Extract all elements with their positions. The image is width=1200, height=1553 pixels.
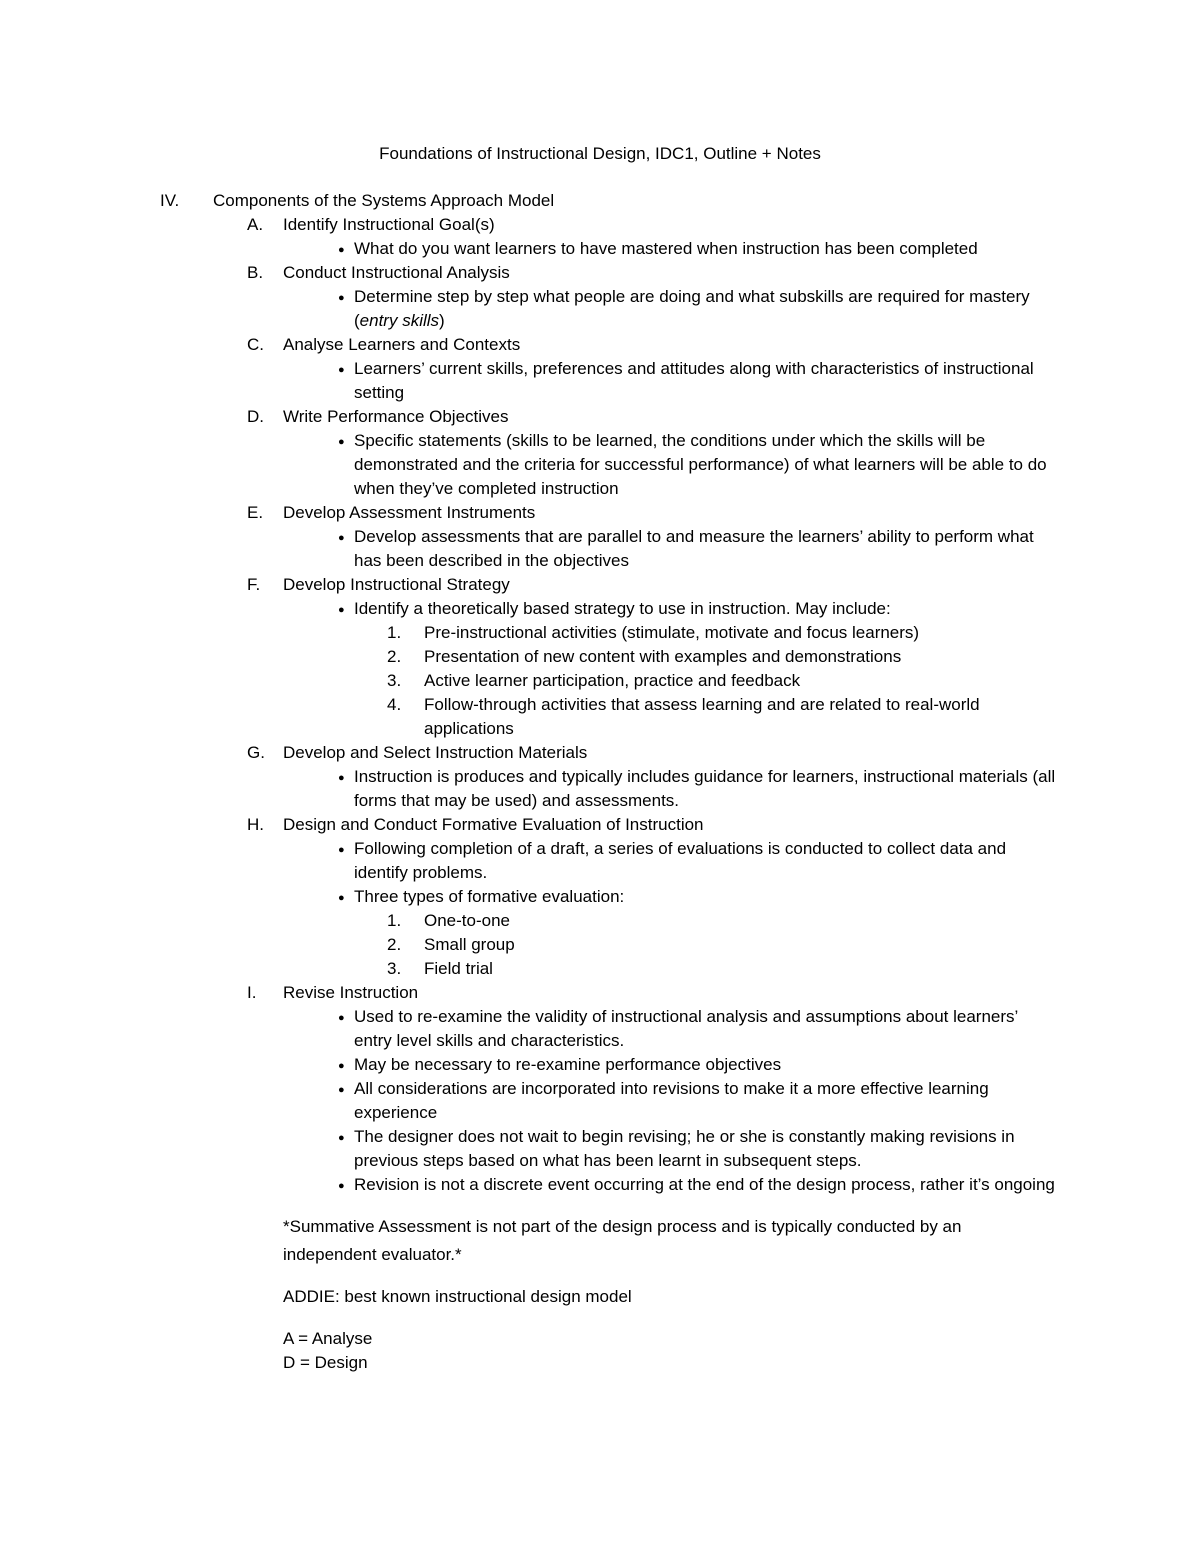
bullet-text-part: )	[439, 311, 445, 330]
item-number: 2.	[387, 935, 402, 954]
item-heading: Develop Assessment Instruments	[283, 503, 536, 522]
numbered-text: One-to-one	[424, 911, 510, 930]
page-title: Foundations of Instructional Design, IDC1, Outline + Notes	[379, 144, 821, 163]
bullet-item	[0, 525, 1200, 573]
addie-heading-row	[0, 1285, 1200, 1309]
item-heading: Revise Instruction	[283, 983, 419, 1002]
addie-line	[0, 1327, 1200, 1351]
bullet-icon: ●	[338, 436, 345, 448]
addie-line	[0, 1351, 1200, 1375]
italic-term: entry skills	[359, 311, 440, 330]
bullet-text: Specific statements (skills to be learned, the conditions under which the skills will be demonstrated and the criteria for successful performance) of what learners will be able to do when they’ve completed instruction	[354, 431, 1047, 498]
bullet-icon: ●	[338, 532, 345, 544]
bullet-text: Following completion of a draft, a series of evaluations is conducted to collect data and identify problems.	[354, 839, 1007, 882]
bullet-icon: ●	[338, 1012, 345, 1024]
numbered-item	[0, 693, 1200, 741]
item-heading: Design and Conduct Formative Evaluation of Instruction	[283, 815, 704, 834]
bullet-text: The designer does not wait to begin revising; he or she is constantly making revisions in previous steps based on what has been learnt in subsequent steps.	[354, 1127, 1015, 1170]
bullet-icon: ●	[338, 1060, 345, 1072]
bullet-icon: ●	[338, 892, 345, 904]
bullet-text: May be necessary to re-examine performance objectives	[354, 1055, 782, 1074]
item-heading: Conduct Instructional Analysis	[283, 263, 510, 282]
item-letter: C.	[247, 335, 264, 354]
item-letter: E.	[247, 503, 264, 522]
outline-item	[0, 741, 1200, 765]
bullet-icon: ●	[338, 772, 345, 784]
bullet-item	[0, 237, 1200, 261]
bullet-item	[0, 1125, 1200, 1173]
numbered-item	[0, 933, 1200, 957]
outline-item	[0, 333, 1200, 357]
addie-heading: ADDIE: best known instructional design model	[283, 1287, 632, 1306]
numbered-item	[0, 909, 1200, 933]
bullet-item	[0, 1173, 1200, 1197]
bullet-icon: ●	[338, 844, 345, 856]
bullet-text: Learners’ current skills, preferences and attitudes along with characteristics of instructional setting	[354, 359, 1034, 402]
numbered-item	[0, 645, 1200, 669]
bullet-icon: ●	[338, 244, 345, 256]
item-number: 1.	[387, 911, 402, 930]
bullet-item	[0, 429, 1200, 501]
numbered-item	[0, 621, 1200, 645]
bullet-item	[0, 885, 1200, 909]
outline-item	[0, 501, 1200, 525]
bullet-item	[0, 1005, 1200, 1053]
item-heading: Identify Instructional Goal(s)	[283, 215, 495, 234]
bullet-icon: ●	[338, 364, 345, 376]
bullet-item	[0, 285, 1200, 333]
section-heading: Components of the Systems Approach Model	[213, 191, 555, 210]
item-letter: F.	[247, 575, 261, 594]
item-letter: H.	[247, 815, 264, 834]
bullet-item	[0, 765, 1200, 813]
outline-item	[0, 573, 1200, 597]
item-number: 3.	[387, 671, 402, 690]
bullet-icon: ●	[338, 1180, 345, 1192]
item-letter: B.	[247, 263, 264, 282]
bullet-icon: ●	[338, 604, 345, 616]
bullet-text: What do you want learners to have mastered when instruction has been completed	[354, 239, 978, 258]
item-number: 4.	[387, 695, 402, 714]
outline	[0, 189, 1200, 1375]
bullet-text	[354, 285, 1059, 333]
bullet-text: All considerations are incorporated into revisions to make it a more effective learning experience	[354, 1079, 989, 1122]
bullet-text: Three types of formative evaluation:	[354, 887, 625, 906]
bullet-item	[0, 357, 1200, 405]
item-letter: G.	[247, 743, 265, 762]
item-number: 2.	[387, 647, 402, 666]
bullet-icon: ●	[338, 1084, 345, 1096]
bullet-item	[0, 837, 1200, 885]
bullet-text-part: Determine step by step what people are doing and what subskills are required for mastery (	[354, 287, 1030, 330]
roman-numeral: IV.	[160, 191, 180, 210]
bullet-text: Instruction is produces and typically includes guidance for learners, instructional materials (all forms that may be used) and assessments.	[354, 767, 1056, 810]
summative-note	[0, 1213, 1200, 1269]
summative-note-text: *Summative Assessment is not part of the design process and is typically conducted by an independent evaluator.*	[283, 1217, 962, 1264]
addie-analyse: A = Analyse	[283, 1329, 373, 1348]
numbered-text: Follow-through activities that assess learning and are related to real-world applications	[424, 695, 980, 738]
numbered-text: Field trial	[424, 959, 493, 978]
item-letter: A.	[247, 215, 264, 234]
outline-item	[0, 813, 1200, 837]
numbered-item	[0, 957, 1200, 981]
numbered-text: Small group	[424, 935, 515, 954]
bullet-item	[0, 1053, 1200, 1077]
item-letter: D.	[247, 407, 264, 426]
numbered-item	[0, 669, 1200, 693]
bullet-text: Used to re-examine the validity of instructional analysis and assumptions about learners’ entry level skills and characteristics.	[354, 1007, 1018, 1050]
item-heading: Analyse Learners and Contexts	[283, 335, 521, 354]
bullet-text: Develop assessments that are parallel to and measure the learners’ ability to perform what has been described in the objectives	[354, 527, 1034, 570]
bullet-text: Revision is not a discrete event occurring at the end of the design process, rather it’s ongoing	[354, 1175, 1055, 1194]
bullet-icon: ●	[338, 1132, 345, 1144]
bullet-item	[0, 597, 1200, 621]
item-number: 1.	[387, 623, 402, 642]
outline-item	[0, 213, 1200, 237]
item-letter: I.	[247, 983, 257, 1002]
bullet-text: Identify a theoretically based strategy to use in instruction. May include:	[354, 599, 891, 618]
outline-item	[0, 405, 1200, 429]
numbered-text: Presentation of new content with examples and demonstrations	[424, 647, 902, 666]
item-heading: Write Performance Objectives	[283, 407, 509, 426]
bullet-item	[0, 1077, 1200, 1125]
outline-item	[0, 261, 1200, 285]
section-heading-row	[0, 189, 1200, 213]
item-heading: Develop and Select Instruction Materials	[283, 743, 588, 762]
outline-item	[0, 981, 1200, 1005]
numbered-text: Active learner participation, practice and feedback	[424, 671, 801, 690]
numbered-text: Pre-instructional activities (stimulate, motivate and focus learners)	[424, 623, 920, 642]
item-number: 3.	[387, 959, 402, 978]
item-heading: Develop Instructional Strategy	[283, 575, 510, 594]
addie-design: D = Design	[283, 1353, 368, 1372]
bullet-icon: ●	[338, 292, 345, 304]
